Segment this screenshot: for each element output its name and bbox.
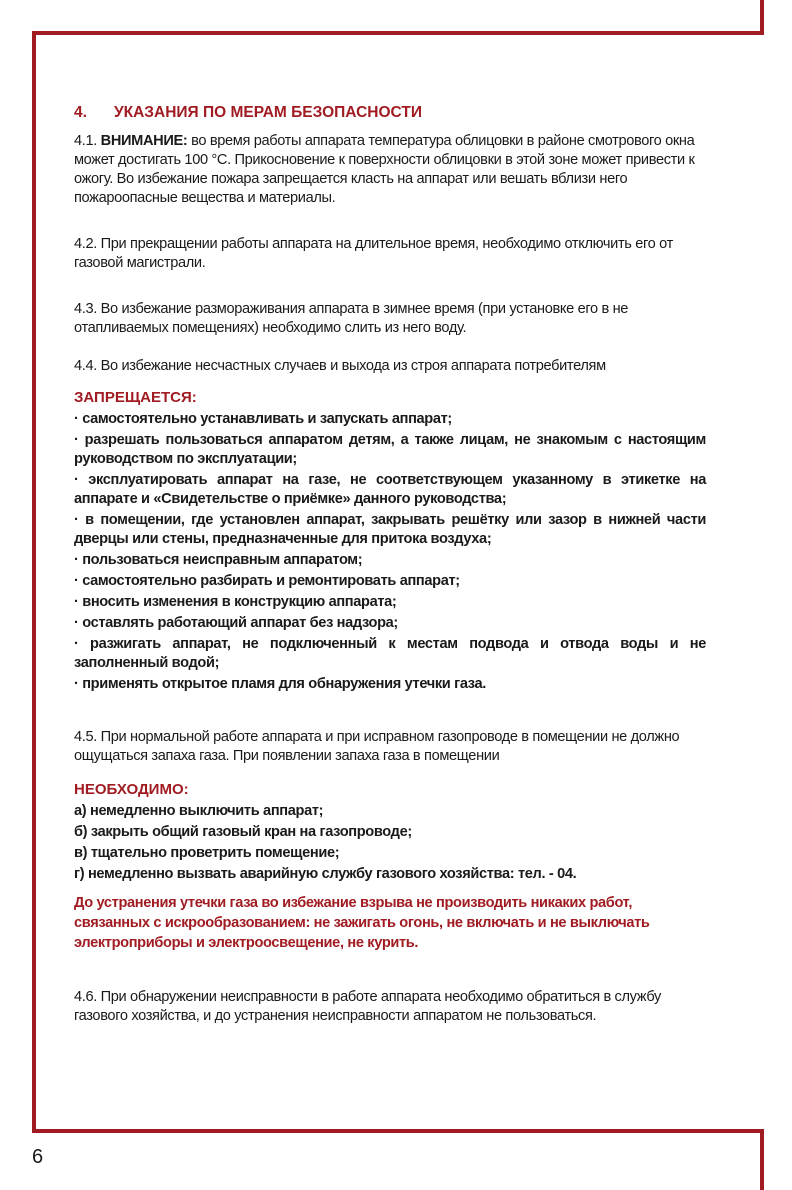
frame-left-border (32, 31, 36, 1133)
required-item: в) тщательно проветрить помещение; (74, 845, 340, 861)
forbidden-list (74, 410, 706, 694)
forbidden-item: · самостоятельно разбирать и ремонтировать аппарат; (74, 573, 460, 589)
required-title: НЕОБХОДИМО: (74, 781, 189, 798)
required-item: г) немедленно вызвать аварийную службу газового хозяйства: тел. - 04. (74, 866, 577, 882)
forbidden-item: · вносить изменения в конструкцию аппарата; (74, 594, 397, 610)
required-item: б) закрыть общий газовый кран на газопроводе; (74, 824, 412, 840)
frame-right-bottom-border (760, 1129, 764, 1190)
section-heading (74, 103, 706, 122)
section-number: 4. (74, 104, 87, 121)
paragraph-4-3: 4.3. Во избежание размораживания аппарата в зимнее время (при установке его в не отапливаемых помещениях) необходимо слить из него воду. (74, 301, 629, 336)
paragraph-4-2: 4.2. При прекращении работы аппарата на длительное время, необходимо отключить его от газовой магистрали. (74, 236, 673, 271)
forbidden-item: · применять открытое пламя для обнаружения утечки газа. (74, 676, 486, 692)
forbidden-item: · оставлять работающий аппарат без надзора; (74, 615, 398, 631)
forbidden-title: ЗАПРЕЩАЕТСЯ: (74, 389, 197, 406)
forbidden-item: · в помещении, где установлен аппарат, закрывать решётку или зазор в нижней части дверцы или стены, предназначенные для притока воздуха; (74, 512, 706, 547)
frame-right-top-border (760, 0, 764, 35)
paragraph-4-1 (74, 132, 706, 208)
required-item: а) немедленно выключить аппарат; (74, 803, 324, 819)
forbidden-item: · разжигать аппарат, не подключенный к местам подвода и отвода воды и не заполненный водой; (74, 636, 706, 671)
page-content (74, 103, 706, 1026)
forbidden-item: · пользоваться неисправным аппаратом; (74, 552, 363, 568)
forbidden-item: · разрешать пользоваться аппаратом детям, а также лицам, не знакомым с настоящим руководством по эксплуатации; (74, 432, 706, 467)
paragraph-4-1-prefix: 4.1. (74, 133, 101, 149)
page-number: 6 (32, 1146, 44, 1168)
warning-text: До устранения утечки газа во избежание взрыва не производить никаких работ, связанных с искрообразованием: не зажигать огонь, не включать и не выключать электроприборы и электроосвещение, не курить. (74, 895, 650, 951)
paragraph-4-4: 4.4. Во избежание несчастных случаев и выхода из строя аппарата потребителям (74, 358, 606, 374)
section-title: УКАЗАНИЯ ПО МЕРАМ БЕЗОПАСНОСТИ (114, 104, 422, 121)
forbidden-item: · самостоятельно устанавливать и запускать аппарат; (74, 411, 452, 427)
attention-label: ВНИМАНИЕ: (100, 133, 188, 149)
paragraph-4-5: 4.5. При нормальной работе аппарата и при исправном газопроводе в помещении не должно ощущаться запаха газа. При появлении запаха газа в помещении (74, 729, 680, 764)
forbidden-item: · эксплуатировать аппарат на газе, не соответствующем указанному в этикетке на аппарате и «Свидетельстве о приёмке» данного руководства; (74, 472, 706, 507)
paragraph-4-6: 4.6. При обнаружении неисправности в работе аппарата необходимо обратиться в службу газового хозяйства, и до устранения неисправности аппаратом не пользоваться. (74, 989, 661, 1024)
frame-top-border (32, 31, 764, 35)
frame-bottom-border (32, 1129, 764, 1133)
required-list (74, 802, 706, 884)
paragraph-4-1-text: во время работы аппарата температура облицовки в районе смотрового окна может достигать 100 °С. Прикосновение к поверхности облицовки в этой зоне может привести к ожогу. Во избежание пожара запрещается класть на аппарат или вешать вблизи него пожароопасные вещества и материалы. (74, 133, 695, 206)
